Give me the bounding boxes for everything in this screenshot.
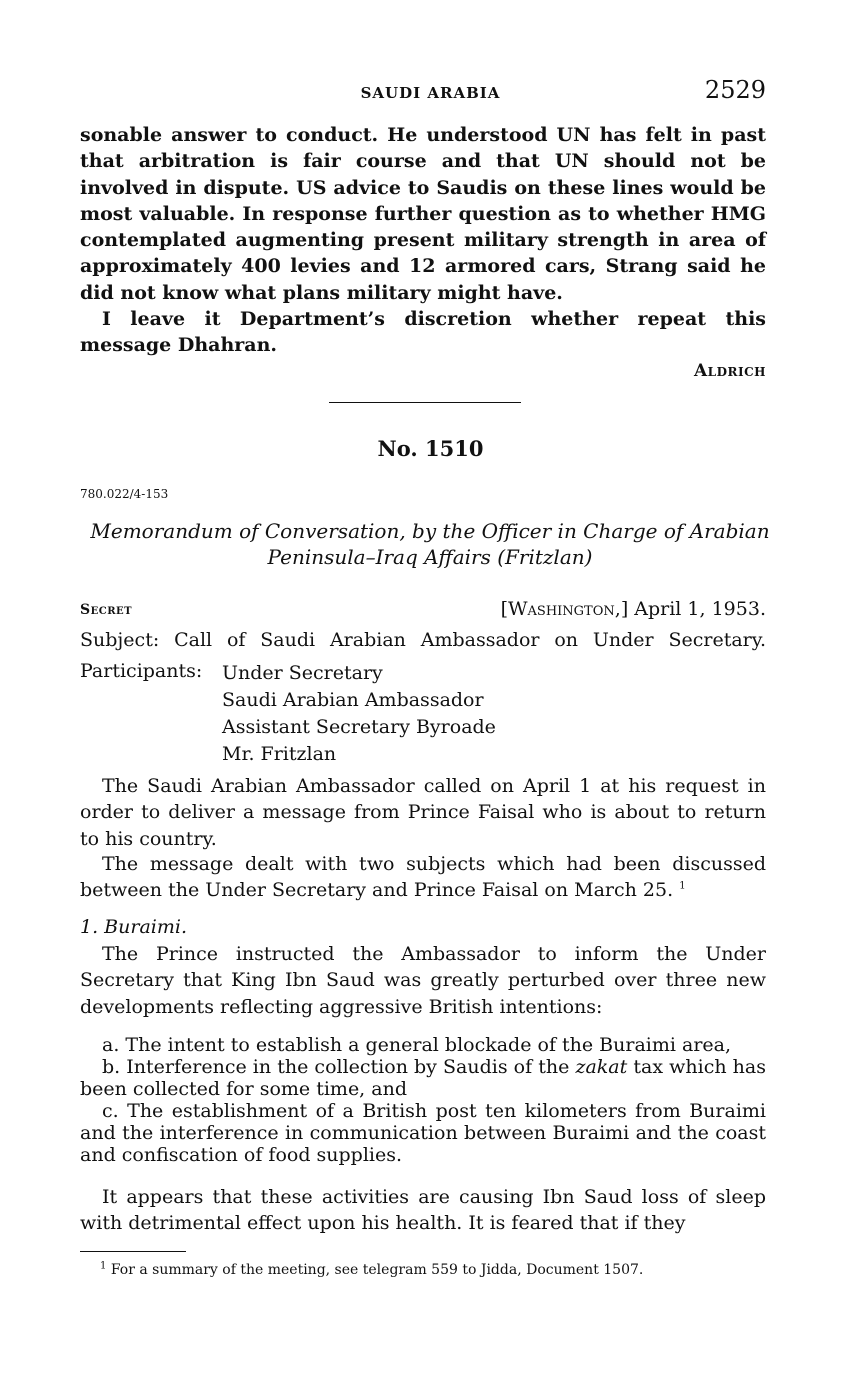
body-paragraph-1: The Saudi Arabian Ambassador called on April 1 at his request in order to deliver a message from Prince Faisal who is about to return to his country. (80, 775, 766, 850)
participants-list (222, 660, 496, 768)
dateline-date: April 1, 1953. (634, 598, 766, 620)
participant: Saudi Arabian Ambassador (222, 689, 484, 711)
running-header: SAUDI ARABIA (360, 84, 501, 102)
footnote-mark: 1 (100, 1260, 107, 1272)
participants-label: Participants: (80, 660, 203, 682)
body-paragraph-2 (80, 851, 766, 904)
participant: Under Secretary (222, 662, 383, 684)
memo-title-line-2: Peninsula–Iraq Affairs (Fritzlan) (267, 545, 593, 569)
memo-title (80, 518, 780, 570)
footnote-reference: 1 (679, 880, 686, 892)
footnote (100, 1262, 643, 1278)
document-number: No. 1510 (377, 436, 484, 461)
participant: Assistant Secretary Byroade (222, 716, 496, 738)
page-number: 2529 (704, 76, 766, 104)
section-heading: 1. Buraimi. (80, 916, 187, 938)
list-item-c: c. The establishment of a British post ten kilometers from Buraimi and the interference in communication between Buraimi and the coast and confiscation of food supplies. (80, 1100, 766, 1166)
zakat-term: zakat (575, 1056, 628, 1078)
classification-label: Secret (80, 602, 133, 618)
closing-paragraph: I leave it Department’s discretion whether repeat this message Dhahran. (80, 308, 766, 357)
body-paragraph-3: The Prince instructed the Ambassador to inform the Under Secretary that King Ibn Saud was greatly perturbed over three new developments reflecting aggressive British intentions: (80, 943, 766, 1018)
body-paragraph-2-text: The message dealt with two subjects which had been discussed between the Under Secretary and Prince Faisal on March 25. (80, 853, 766, 902)
memo-title-line-1: Memorandum of Conversation, by the Officer in Charge of Arabian (90, 519, 770, 543)
grievance-list (80, 1034, 766, 1166)
subject-line: Subject: Call of Saudi Arabian Ambassador on Under Secretary. (80, 629, 766, 651)
participant: Mr. Fritzlan (222, 743, 337, 765)
list-item-b: b. Interference in the collection by Saudis of the zakat tax which has been collected for some time, and (80, 1056, 766, 1100)
section-divider (329, 402, 521, 403)
signature: Aldrich (693, 361, 766, 381)
body-paragraph-4: It appears that these activities are causing Ibn Saud loss of sleep with detrimental effect upon his health. It is feared that if they (80, 1186, 766, 1235)
footnote-text: For a summary of the meeting, see telegram 559 to Jidda, Document 1507. (110, 1262, 644, 1278)
footnote-divider (80, 1251, 186, 1252)
list-item-a: a. The intent to establish a general blockade of the Buraimi area, (102, 1034, 732, 1056)
continuation-paragraph: sonable answer to conduct. He understood UN has felt in past that arbitration is fair course and that UN should not be involved in dispute. US advice to Saudis on these lines would be most valuable. In response further question as to whether HMG contemplated augmenting present military strength in area of approximately 400 levies and 12 armored cars, Strang said he did not know what plans military might have. (80, 124, 766, 304)
file-reference: 780.022/4-153 (80, 487, 169, 501)
dateline-place: Washington, (508, 598, 621, 620)
dateline: [Washington,] April 1, 1953. (500, 598, 766, 620)
